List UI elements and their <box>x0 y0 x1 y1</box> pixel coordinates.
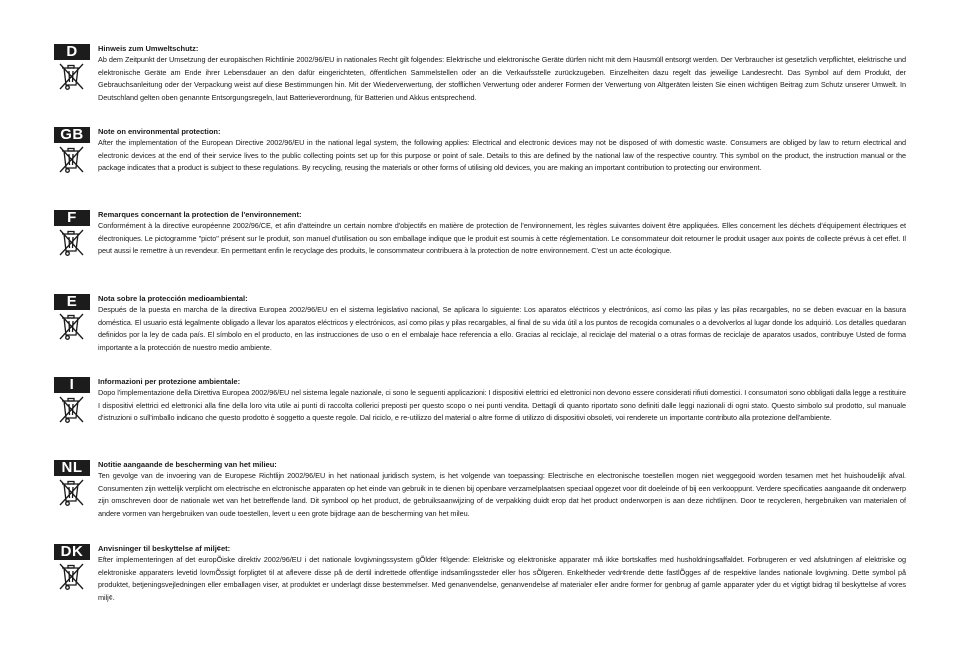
section-heading: Informazioni per protezione ambientale: <box>98 377 241 386</box>
section-body: Dopo l'implementazione della Direttiva Europea 2002/96/EU nel sistema legale nazionale, ci sono le seguenti applicazioni: I dispositivi elettrici ed elettronici non devono essere considerati rifiuti domestici. I consumatori sono obbligati dalla legge a restituire I dispositivi elettrici ed elettronici alla fine della loro vita utile ai punti di raccolta collerici preposti per questo scopo o nei punti vendita. Dettagli di quanto riportato sono definiti dalle leggi nazionali di ogni stato. Questo simbolo sul prodotto, sul manuale d'istruzioni o sull'imballo indicano che questo prodotto è soggetto a queste regole. Dal riciclo, e re-utilizzo del material o altre forme di utilizzo di dispositivi obsoleti, voi renderete un importante contributo alla protezione dell'ambiente. <box>98 388 906 423</box>
language-badge: F <box>54 210 90 226</box>
crossed-out-wheelie-bin-icon <box>59 229 85 257</box>
section-body: Ab dem Zeitpunkt der Umsetzung der europäischen Richtlinie 2002/96/EU in nationales Recht gilt folgendes: Elektrische und elektronische Geräte dürfen nicht mit dem Hausmüll entsorgt werden. Der Verbraucher ist gesetzlich verpflichtet, elektrische und elektronische Geräte am Ende ihrer Lebensdauer an den dafür eingerichteten, öffentlichen Sammelstellen oder an die Verkaufsstelle zurückzugeben. Einzelheiten dazu regelt das jeweilige Landesrecht. Das Symbol auf dem Produkt, der Gebrauchsanleitung oder der Verpackung weist auf diese Bestimmungen hin. Mit der Wiederverwertung, der stofflichen Verwertung oder anderer Formen der Verwertung von Altgeräten leisten Sie einen wichtigen Beitrag zum Schutz unserer Umwelt. In Deutschland gelten oben genannte Entsorgungsregeln, laut Batterieverordnung, für Batterien und Akkus entsprechend. <box>98 55 906 103</box>
language-badge: NL <box>54 460 90 476</box>
section-body: Ten gevolge van de invoering van de Europese Richtlijn 2002/96/EU in het nationaal juridisch system, is het volgende van toepassing: Electrische en electronische toestellen mogen niet weggegooid worden tesamen met het huishoudelijk afval. Consumenten zijn wettelijk verplicht om electrische en elctronische apparaten op het einde van gebruik in te dienen bij openbare verzamelplaatsen speciaal opgezet voor dit doeleinde of bij een verkooppunt. Verdere specificaties aangaande dit onderwerp zijn omschreven door de nationale wet van het betreffende land. Dit symbool op het product, de gebruiksaanwijzing of de verpakking duidt erop dat het product onderworpen is aan deze richtlijnen. Door te recycleren, hergebruiken van materialen of andere vormen van hergebruiken van oude toestellen, levert u een grote bijdrage aan de bescherming van het mileu. <box>98 471 906 519</box>
crossed-out-wheelie-bin-icon <box>59 563 85 591</box>
crossed-out-wheelie-bin-icon <box>59 146 85 174</box>
section-body: Después de la puesta en marcha de la directiva Europea 2002/96/EU en el sistema legislativo nacional, Se aplicara lo siguiente: Los aparatos eléctricos y electrónicos, así como las pilas y las pilas recargables, no se deben evacuar en la basura doméstica. El usuario está legalmente obligado a llevar los aparatos eléctricos y electrónicos, así como pilas y pilas recargables, al final de su vida útil a los puntos de recogida comunales o a devolverlos al lugar donde los adquirió. Los detalles quedaran definidos por la ley de cada país. El símbolo en el producto, en las instrucciones de uso o en el embalaje hace referencia a ello. Gracias al reciclaje, al reciclaje del material o a otras formas de reciclaje de aparatos usados, contribuye Usted de forma importante a la protección de nuestro medio ambiente. <box>98 305 906 353</box>
crossed-out-wheelie-bin-icon <box>59 313 85 341</box>
language-badge: D <box>54 44 90 60</box>
section-heading: Remarques concernant la protection de l'environnement: <box>98 210 302 219</box>
section-heading: Anvisninger til beskyttelse af milj¢et: <box>98 544 231 553</box>
section-heading: Notitie aangaande de bescherming van het milieu: <box>98 460 277 469</box>
language-badge: DK <box>54 544 90 560</box>
section-heading: Note on environmental protection: <box>98 127 221 136</box>
language-badge: GB <box>54 127 90 143</box>
crossed-out-wheelie-bin-icon <box>59 63 85 91</box>
crossed-out-wheelie-bin-icon <box>59 396 85 424</box>
section-body: Efter implementeringen af det europÕiske direktiv 2002/96/EU i det nationale lovgivningssystem gÕlder f¢lgende: Elektriske og elektroniske apparater må ikke bortskaffes med husholdningsaffaldet. Forbrugeren er ved afslutningen af elektriske og elektroniske apparaters levetid lovmÕssigt forpligtet til at aflevere disse på de dertil indrettede offentlige indsamlingssteder eller hos sÕlgeren. Enkeltheder vedr¢rende dette fastlÕgges af de respektive landes nationale lovgivning. Dette symbol på produktet, betjeningsvejledningen eller emballagen viser, at produktet er underlagt disse bestemmelser. Med genanvendelse, genanvendelse af materialer eller andre former for genbrug af gamle apparater yder du et vigtigt bidrag til beskyttelse af vores milj¢. <box>98 555 906 603</box>
language-badge: E <box>54 294 90 310</box>
crossed-out-wheelie-bin-icon <box>59 479 85 507</box>
section-body: After the implementation of the European Directive 2002/96/EU in the national legal system, the following applies: Electrical and electronic devices may not be disposed of with domestic waste. Consumers are obliged by law to return electrical and electronic devices at the end of their service lives to the public collecting points set up for this purpose or point of sale. Details to this are defined by the national law of the respective country. This symbol on the product, the instruction manual or the package indicates that a product is subject to these regulations. By recycling, reusing the materials or other forms of utilising old devices, you are making an important contribution to protecting our environment. <box>98 138 906 173</box>
section-body: Conformément à la directive européenne 2002/96/CE, et afin d'atteindre un certain nombre d'objectifs en matière de protection de l'environnement, les règles suivantes doivent être appliquées. Elles concernent les déchets d'équipement électriques et électroniques. Le pictogramme "picto" présent sur le produit, son manuel d'utilisation ou son emballage indique que le produit est soumis à cette réglementation. Le consommateur doit retourner le produit usager aux points de collecte prévus à cet effet. Il peut aussi le remettre à un revendeur. En permettant enfin le recyclage des produits, le consommateur contribuera à la protection de notre environnement. C'est un acte écologique. <box>98 221 906 256</box>
section-heading: Hinweis zum Umweltschutz: <box>98 44 199 53</box>
section-heading: Nota sobre la protección medioambiental: <box>98 294 248 303</box>
language-badge: I <box>54 377 90 393</box>
